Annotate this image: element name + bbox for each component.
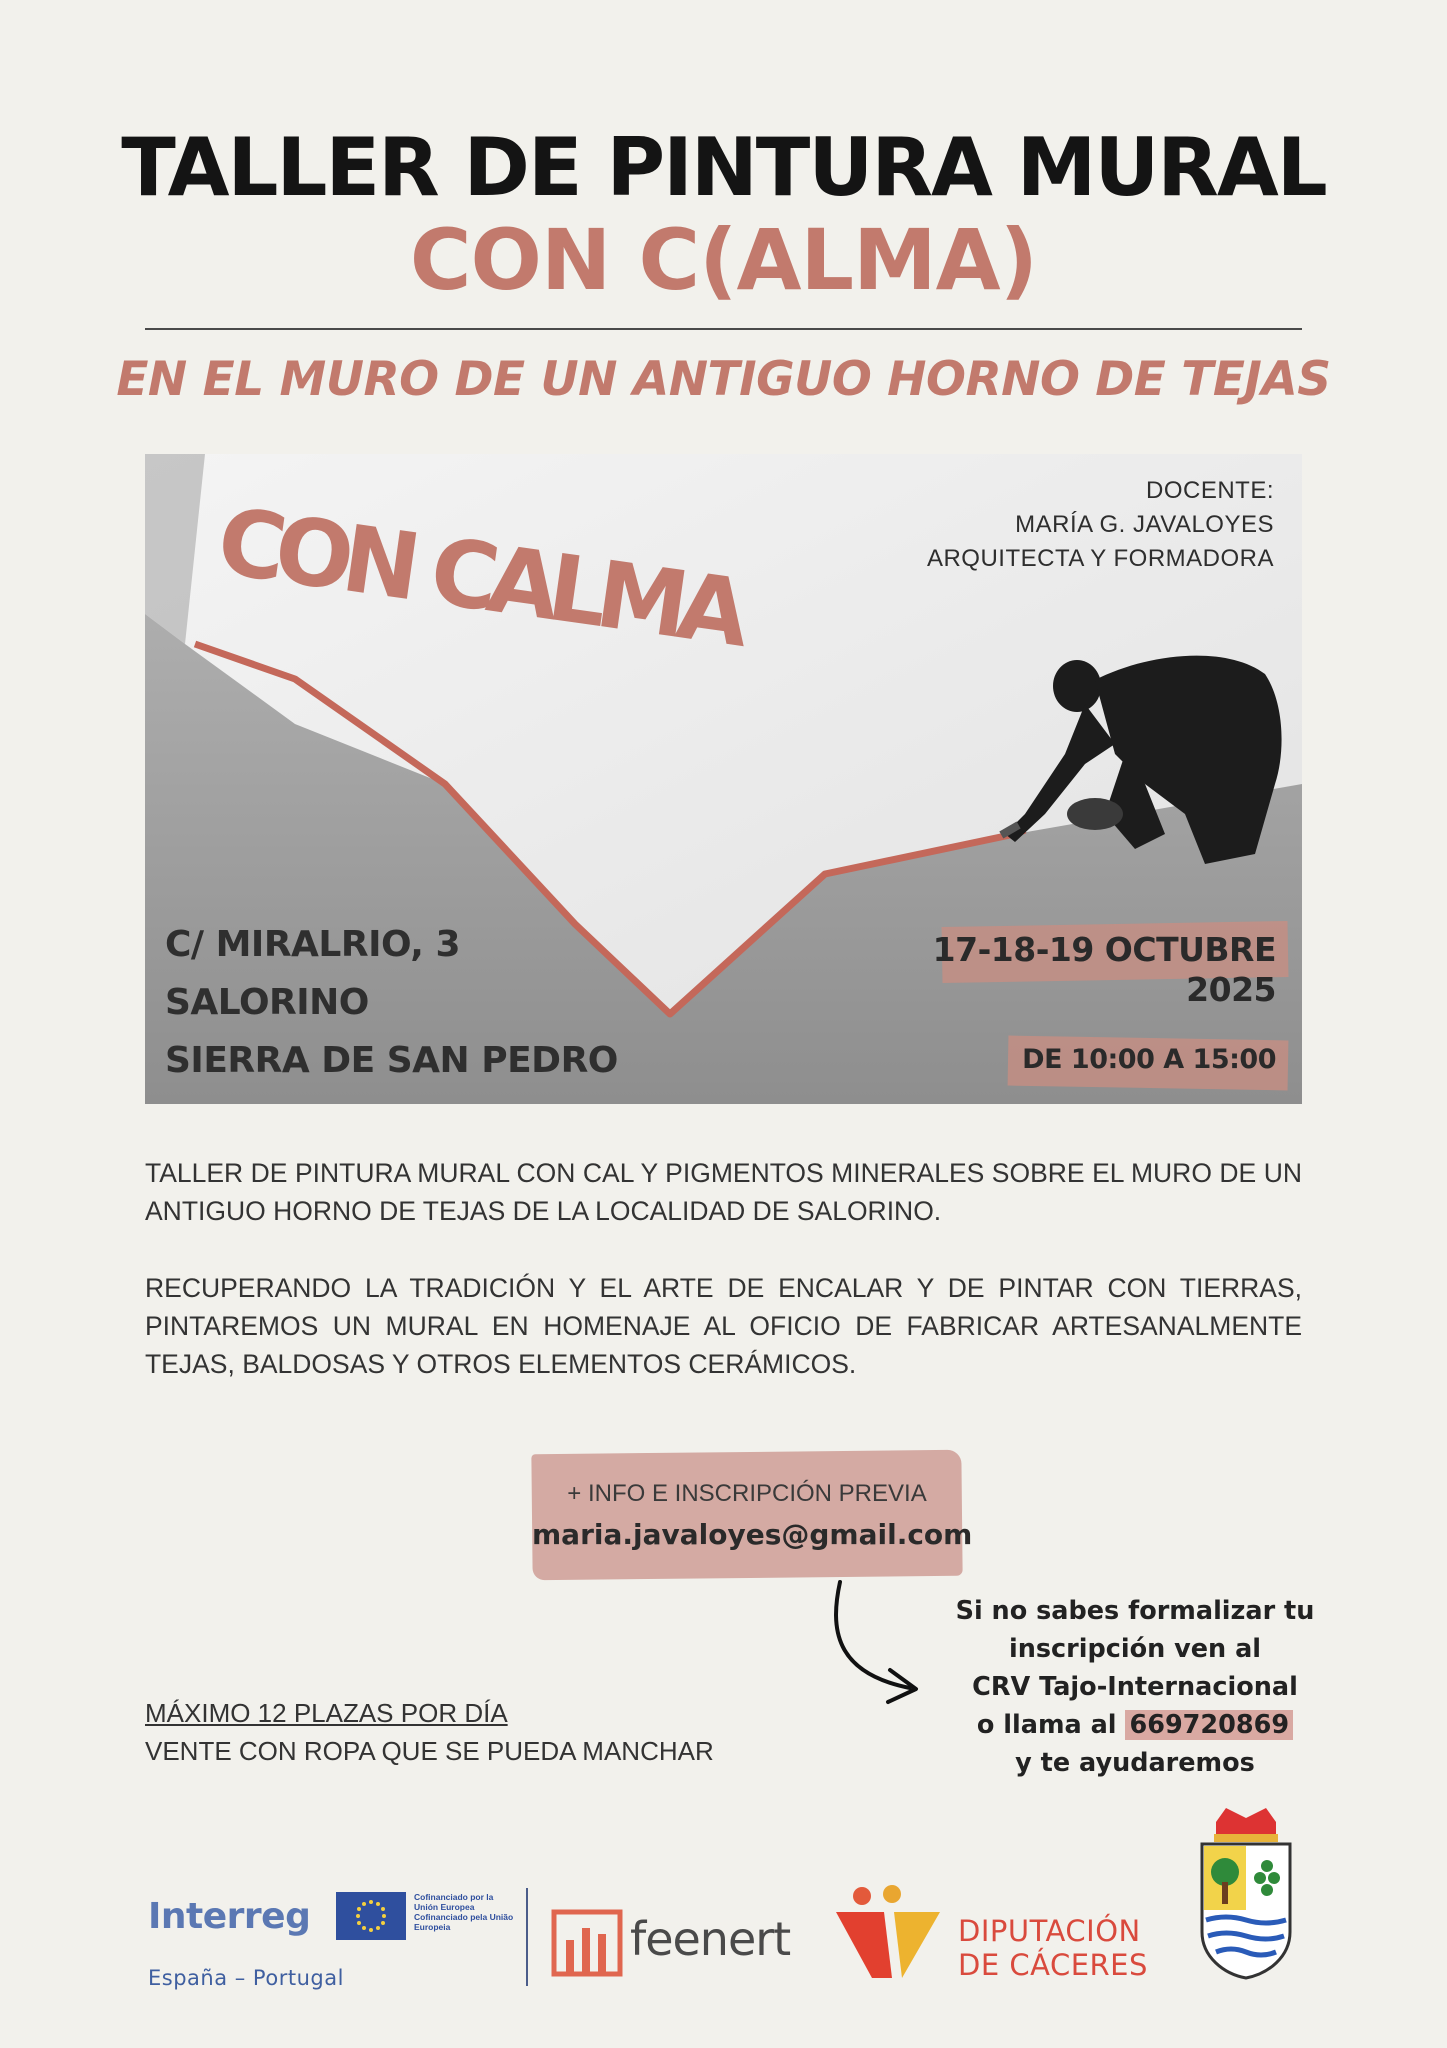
- phone-number[interactable]: 669720869: [1125, 1710, 1293, 1740]
- teacher-role: ARQUITECTA Y FORMADORA: [926, 545, 1274, 572]
- address-town: SALORINO: [165, 982, 369, 1023]
- eu-cofunding-text: [414, 1892, 514, 1932]
- help-line-4: [940, 1706, 1330, 1744]
- address-region: SIERRA DE SAN PEDRO: [165, 1040, 618, 1081]
- help-text: [940, 1592, 1330, 1782]
- eu-text-pt: Cofinanciado pela União Europeia: [414, 1912, 514, 1932]
- logo-divider: [526, 1888, 528, 1986]
- diputacion-line-1: DIPUTACIÓN: [958, 1914, 1141, 1948]
- max-places-note: MÁXIMO 12 PLAZAS POR DÍA: [145, 1698, 508, 1728]
- notes-block: [145, 1694, 714, 1770]
- description-paragraph-1: TALLER DE PINTURA MURAL CON CAL Y PIGMENTOS MINERALES SOBRE EL MURO DE UN ANTIGUO HORNO DE TEJAS DE LA LOCALIDAD DE SALORINO.: [145, 1158, 1302, 1226]
- description-paragraph-2: RECUPERANDO LA TRADICIÓN Y EL ARTE DE ENCALAR Y DE PINTAR CON TIERRAS, PINTAREMOS UN MURAL EN HOMENAJE AL OFICIO DE FABRICAR ARTESANALMENTE TEJAS, BALDOSAS Y OTROS ELEMENTOS CERÁMICOS.: [145, 1273, 1302, 1379]
- help-line-5: y te ayudaremos: [1015, 1748, 1255, 1778]
- wall-painted-text: CON CALMA: [211, 487, 747, 667]
- eu-flag-icon: [336, 1892, 406, 1940]
- poster-title: TALLER DE PINTURA MURAL: [121, 121, 1326, 214]
- title-divider: [145, 328, 1302, 330]
- poster-tagline: EN EL MURO DE UN ANTIGUO HORNO DE TEJAS: [116, 352, 1331, 407]
- interreg-region: España – Portugal: [148, 1966, 344, 1990]
- teacher-name: MARÍA G. JAVALOYES: [1015, 511, 1274, 538]
- event-dates: [933, 930, 1276, 1010]
- clothing-note: VENTE CON ROPA QUE SE PUEDA MANCHAR: [145, 1736, 714, 1766]
- mural-photo: [145, 454, 1302, 1104]
- help-line-3: CRV Tajo-Internacional: [972, 1672, 1298, 1702]
- help-line-2: inscripción ven al: [1008, 1634, 1262, 1664]
- info-label: + INFO E INSCRIPCIÓN PREVIA: [567, 1480, 927, 1507]
- address-block: [165, 916, 618, 1090]
- help-line-1: Si no sabes formalizar tu: [955, 1596, 1315, 1626]
- help-call-prefix: o llama al: [976, 1710, 1117, 1740]
- address-street: C/ MIRALRIO, 3: [165, 924, 461, 965]
- feenert-logo: feenert: [630, 1912, 791, 1966]
- salorino-coat-of-arms-icon: [1196, 1802, 1296, 1980]
- diputacion-icon: [832, 1882, 944, 1982]
- contact-email-link[interactable]: maria.javaloyes@gmail.com: [532, 1518, 973, 1551]
- feenert-icon: [550, 1904, 624, 1978]
- curved-arrow-icon: [820, 1578, 940, 1708]
- event-year: 2025: [1186, 970, 1276, 1009]
- teacher-info: [927, 474, 1274, 576]
- eu-text-es: Cofinanciado por la Unión Europea: [414, 1892, 494, 1912]
- poster-subtitle: CON C(ALMA): [409, 211, 1038, 309]
- info-box-background: [531, 1450, 973, 1580]
- diputacion-line-2: DE CÁCERES: [958, 1948, 1148, 1982]
- interreg-logo: Interreg: [148, 1896, 311, 1937]
- teacher-label: DOCENTE:: [1145, 477, 1274, 504]
- diputacion-logo: [958, 1914, 1148, 1982]
- event-hours: DE 10:00 A 15:00: [1022, 1044, 1276, 1075]
- event-days: 17-18-19 OCTUBRE: [932, 930, 1276, 969]
